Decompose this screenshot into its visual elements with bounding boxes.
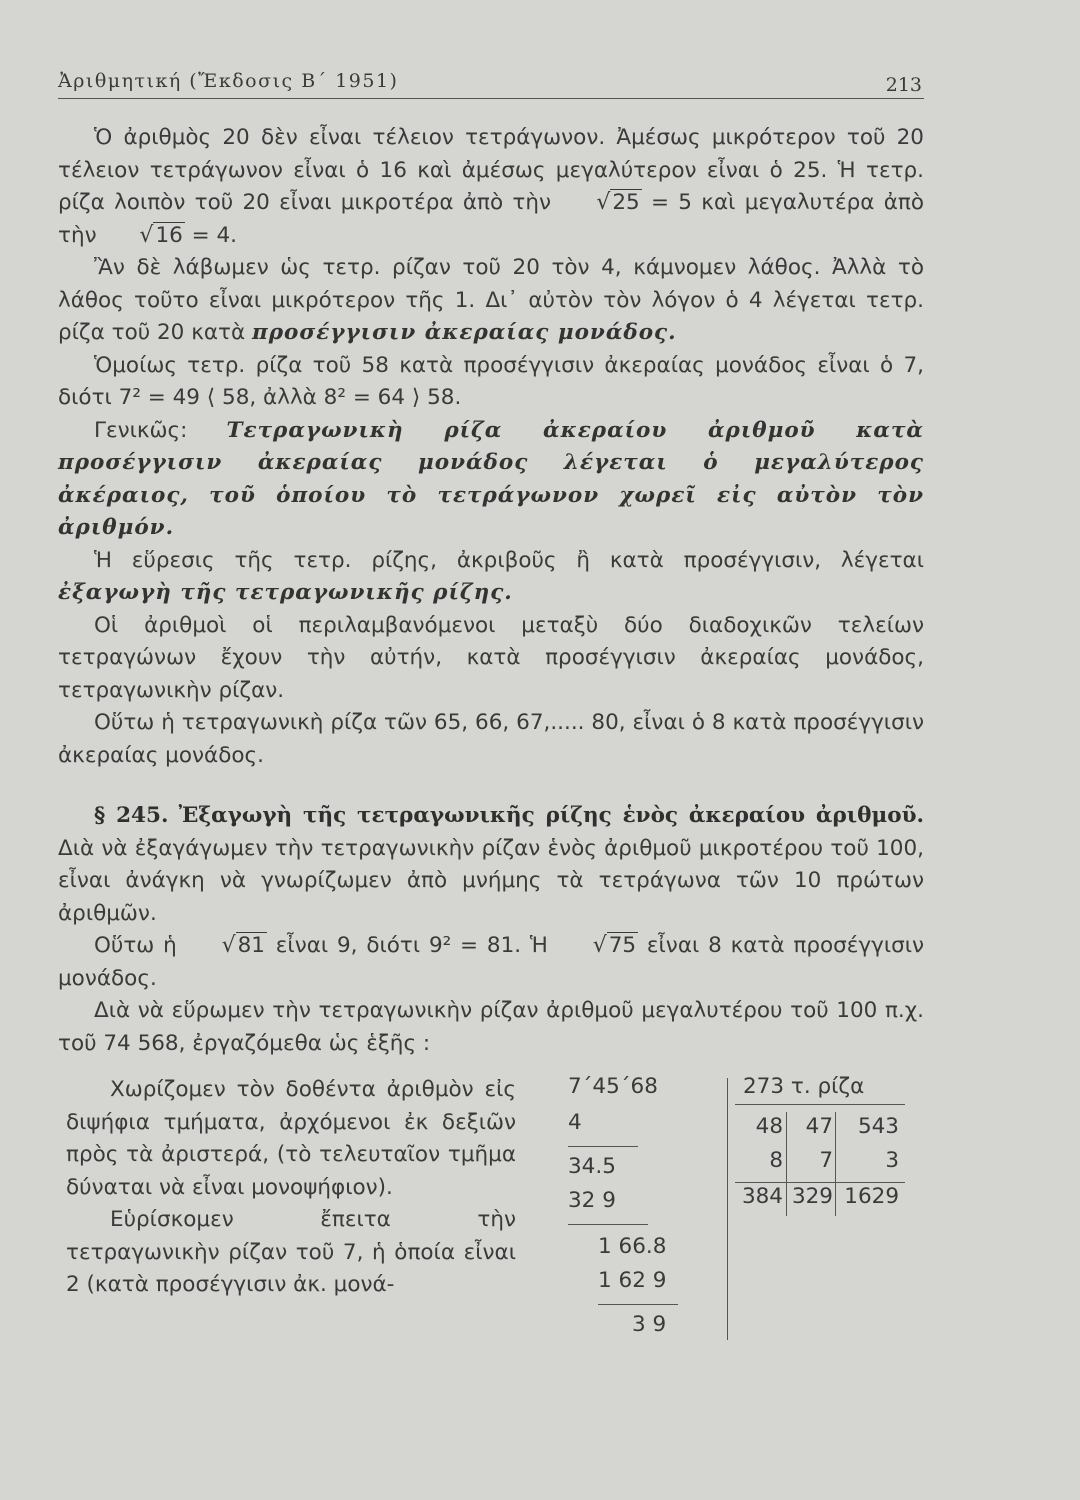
paragraph-9: Διὰ νὰ εὕρωμεν τὴν τετραγωνικὴν ρίζαν ἀριθμοῦ μεγαλυτέρου τοῦ 100 π.χ. τοῦ 74 568, ἐργαζόμεθα ὡς ἑξῆς :: [58, 998, 924, 1056]
body-text: [58, 122, 924, 1060]
table-column-line: [786, 1112, 787, 1216]
table-cell: 8: [769, 1148, 783, 1173]
table-cell: 47: [805, 1114, 833, 1139]
p8-text-b: εἶναι 9, διότι 9² = 81. Ἡ: [266, 933, 557, 958]
working-line-4: 1 66.8: [598, 1234, 667, 1259]
sqrt-81: √81: [221, 933, 265, 958]
p2-text: Ἂν δὲ λάβωμεν ὡς τετρ. ρίζαν τοῦ 20 τὸν 4, κάμνομεν λάθος. Ἀλλὰ τὸ λάθος τοῦτο εἶναι μικρότερον τῆς 1. Δι᾿ αὐτὸν τὸν λόγον ὁ 4 λέγεται τετρ. ρίζα τοῦ 20 κατὰ: [58, 255, 924, 345]
working-line-3: 32 9: [568, 1188, 616, 1213]
p8-text-c: εἶναι 8 κατὰ προσέγγισιν μονάδος.: [58, 933, 925, 991]
p5-text: Ἡ εὕρεσις τῆς τετρ. ρίζης, ἀκριβοῦς ἢ κατὰ προσέγγισιν, λέγεται: [94, 547, 924, 573]
sqrt-81-radicand: 81: [237, 933, 265, 958]
working-number: 7΄45΄68: [568, 1074, 658, 1099]
paragraph-5: [58, 545, 924, 610]
paragraph-8: [58, 930, 924, 995]
table-cell: 3: [885, 1148, 899, 1173]
table-cell: 543: [857, 1114, 899, 1139]
sqrt-16: √16: [139, 222, 183, 248]
explanation-p1: Χωρίζομεν τὸν δοθέντα ἀριθμὸν εἰς διψήφια τμήματα, ἀρχόμενοι ἐκ δεξιῶν πρὸς τὰ ἀριστερά, (τὸ τελευταῖον τμῆμα δύναται νὰ εἶναι μονοψήφιον).: [66, 1077, 516, 1200]
p1-text-a: Ὁ ἀριθμὸς 20 δὲν εἶναι τέλειον τετράγωνον. Ἀμέσως μικρότερον τοῦ 20 τέλειον τετράγωνον εἶναι ὁ 16 καὶ ἀμέσως μεγαλύτερον εἶναι ὁ 25. Ἡ τετρ. ρίζα λοιπὸν τοῦ 20 εἶναι μικροτέρα ἀπὸ τὴν: [58, 125, 924, 215]
sqrt-25: √25: [596, 190, 640, 215]
paragraph-3: Ὁμοίως τετρ. ρίζα τοῦ 58 κατὰ προσέγγισιν ἀκεραίας μονάδος εἶναι ὁ 7, διότι 7² = 49 ⟨ 58, ἀλλὰ 8² = 64 ⟩ 58.: [58, 352, 924, 410]
working-rule-1: [568, 1146, 638, 1147]
p2-emphasis: προσέγγισιν ἀκεραίας μονάδος.: [251, 320, 677, 345]
section-title: Ἐξαγωγὴ τῆς τετραγωνικῆς ρίζης ἑνὸς ἀκεραίου ἀριθμοῦ.: [178, 803, 924, 828]
table-column-line: [835, 1112, 836, 1216]
table-cell: 48: [755, 1114, 783, 1139]
working-line-5: 1 62 9: [598, 1268, 667, 1293]
table-cell: 384: [741, 1184, 783, 1209]
section-text: Διὰ νὰ ἐξαγάγωμεν τὴν τετραγωνικὴν ρίζαν ἑνὸς ἀριθμοῦ μικροτέρου τοῦ 100, εἶναι ἀνάγκη νὰ γνωρίζωμεν ἀπὸ μνήμης τὰ τετράγωνα τῶν 10 πρώτων ἀριθμῶν.: [58, 835, 924, 926]
working-rule-3: [598, 1304, 678, 1305]
table-cell: 7: [819, 1148, 833, 1173]
paragraph-2: [58, 252, 924, 350]
definition-emphasis: Τετραγωνικὴ ρίζα ἀκεραίου ἀριθμοῦ κατὰ προσέγγισιν ἀκεραίας μονάδος λέγεται ὁ μεγαλύτερος ἀκέραιος, τοῦ ὁποίου τὸ τετράγωνον χωρεῖ εἰς αὐτὸν τὸν ἀριθμόν.: [58, 417, 924, 540]
vertical-divider: [727, 1078, 728, 1340]
explanation-column: [66, 1074, 516, 1302]
paragraph-4: [58, 415, 924, 545]
section-number: § 245.: [94, 803, 169, 828]
paragraph-7: Οὕτω ἡ τετραγωνικὴ ρίζα τῶν 65, 66, 67,..... 80, εἶναι ὁ 8 κατὰ προσέγγισιν ἀκεραίας μονάδος.: [58, 710, 924, 768]
p1-text-c: = 4.: [184, 222, 238, 248]
running-title: Ἀριθμητική (Ἔκδοσις Β΄ 1951): [58, 70, 399, 92]
sqrt-25-radicand: 25: [612, 190, 640, 215]
table-cell: 1629: [844, 1184, 899, 1209]
working-rule-2: [568, 1224, 648, 1225]
sqrt-16-radicand: 16: [155, 222, 183, 248]
paragraph-1: [58, 122, 924, 252]
paragraph-6: Οἱ ἀριθμοὶ οἱ περιλαμβανόμενοι μεταξὺ δύο διαδοχικῶν τελείων τετραγώνων ἔχουν τὴν αὐτήν, κατὰ προσέγγισιν ἀκεραίας μονάδος, τετραγωνικὴν ρίζαν.: [58, 612, 924, 703]
table-cell: 329: [791, 1184, 833, 1209]
p8-text-a: Οὕτω ἡ: [94, 933, 186, 958]
page-header: [58, 66, 924, 99]
working-line-6: 3 9: [632, 1312, 667, 1337]
p1-text-b: = 5 καὶ μεγαλυτέρα ἀπὸ τὴν: [58, 190, 924, 248]
p5-emphasis: ἐξαγωγὴ τῆς τετραγωνικῆς ρίζης.: [58, 580, 513, 605]
sqrt-75: √75: [592, 933, 637, 958]
page-number: 213: [885, 74, 922, 96]
sqrt-75-radicand: 75: [608, 933, 637, 958]
working-line-2: 34.5: [568, 1154, 616, 1179]
table-rule: [735, 1182, 905, 1183]
explanation-p2: Εὑρίσκομεν ἔπειτα τὴν τετραγωνικὴν ρίζαν τοῦ 7, ἡ ὁποία εἶναι 2 (κατὰ προσέγγισιν ἀκ. μονά-: [66, 1207, 516, 1297]
section-245: [58, 800, 924, 930]
root-title: 273 τ. ρίζα: [743, 1074, 865, 1099]
root-title-rule: [735, 1104, 905, 1105]
p4-lead: Γενικῶς:: [94, 417, 227, 443]
working-line-1: 4: [568, 1110, 582, 1135]
